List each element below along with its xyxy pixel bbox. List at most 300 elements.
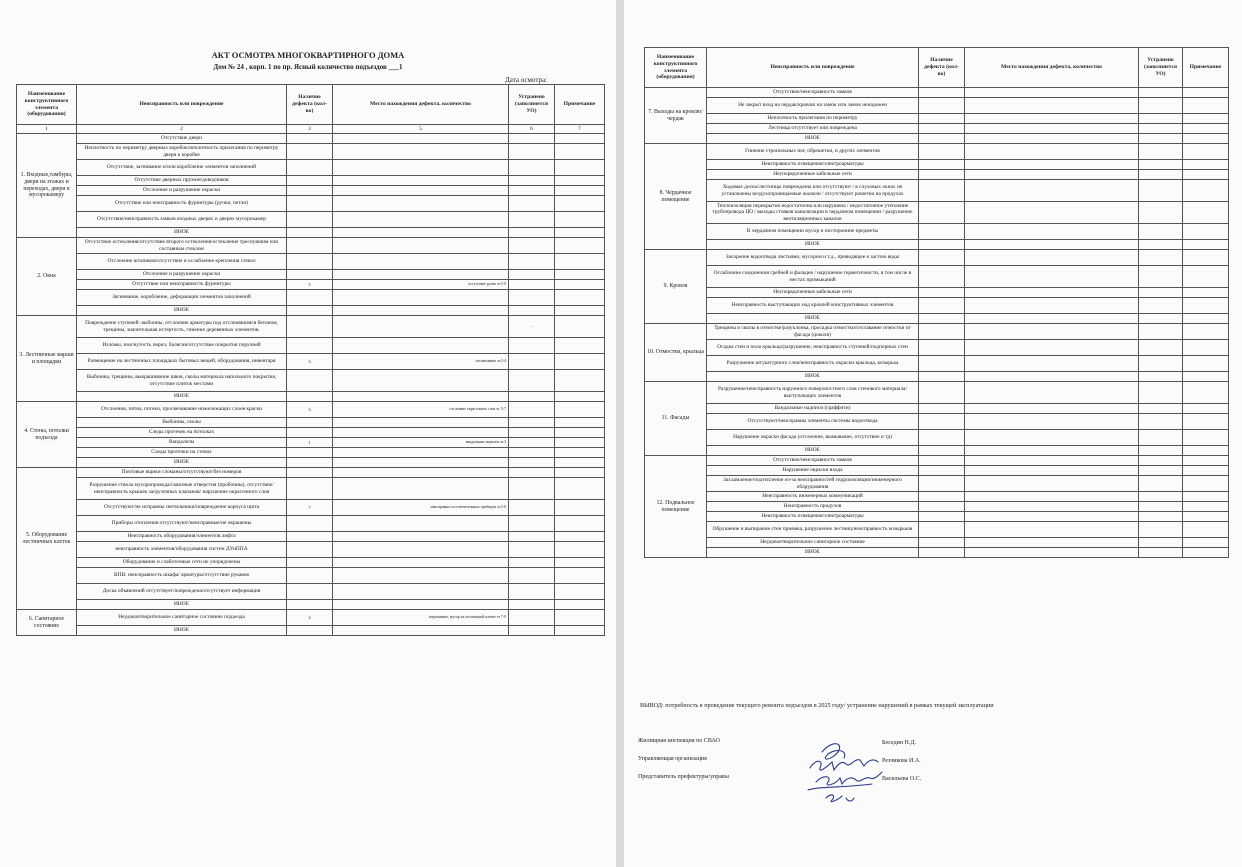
count-cell [287, 478, 333, 500]
location-cell [333, 290, 509, 306]
note-cell [555, 458, 605, 468]
location-cell [333, 516, 509, 532]
location-cell [333, 418, 509, 428]
defect-cell: Следы протечек на потолках [77, 428, 287, 438]
table-row [17, 354, 605, 370]
table-row [645, 522, 1229, 538]
table-row [645, 538, 1229, 548]
note-cell [1183, 466, 1229, 476]
defect-cell: Засорение водоотвода листьями, мусором и т.д., приводящее к застою воды [707, 250, 919, 266]
count-cell [919, 414, 965, 430]
fixed-cell [509, 270, 555, 280]
fixed-cell [1139, 324, 1183, 340]
note-cell [555, 500, 605, 516]
location-cell [965, 202, 1139, 224]
table-row [645, 548, 1229, 558]
count-cell [287, 626, 333, 636]
note-cell [555, 402, 605, 418]
count-cell [287, 306, 333, 316]
defect-cell: Изломы, изогнутость перил, балясин/отсутствие покрытия поручней [77, 338, 287, 354]
table-row [645, 288, 1229, 298]
location-cell: загрязнение, мусор на лестничной клетке эт 7-9 [333, 610, 509, 626]
defect-cell: Нарушение окраски входа [707, 466, 919, 476]
fixed-cell [1139, 414, 1183, 430]
element-name: 6. Санитарное состояние [17, 610, 77, 636]
count-cell [919, 314, 965, 324]
page-2 [624, 0, 1242, 867]
defect-cell: Разрушение штукатурного слоя/неисправность окраски крыльца, козырька [707, 356, 919, 372]
fixed-cell [509, 468, 555, 478]
defect-cell: Неупорядоченные кабельные сети [707, 170, 919, 180]
element-name: 12. Подвальное помещение [645, 456, 707, 558]
note-cell [555, 478, 605, 500]
element-name: 2. Окна [17, 238, 77, 316]
count-cell [919, 548, 965, 558]
header-fixed: Устранено (заполняется УО) [509, 85, 555, 125]
defect-cell: ИНОЕ [707, 240, 919, 250]
table-row [645, 382, 1229, 404]
table-row [645, 144, 1229, 160]
fixed-cell [509, 290, 555, 306]
location-cell [333, 270, 509, 280]
table-row [17, 228, 605, 238]
note-cell [1183, 144, 1229, 160]
fixed-cell [1139, 124, 1183, 134]
fixed-cell [1139, 466, 1183, 476]
count-cell [919, 430, 965, 446]
table-row [17, 186, 605, 196]
note-cell [1183, 382, 1229, 404]
table-row [645, 298, 1229, 314]
note-cell [1183, 314, 1229, 324]
count-cell [919, 492, 965, 502]
note-cell [1183, 356, 1229, 372]
fixed-cell [509, 212, 555, 228]
header-defect: Неисправность или повреждение [707, 48, 919, 88]
location-cell [333, 338, 509, 354]
location-cell [965, 98, 1139, 114]
location-cell [965, 144, 1139, 160]
location-cell [333, 532, 509, 542]
table-row [17, 532, 605, 542]
location-cell [965, 288, 1139, 298]
note-cell [1183, 240, 1229, 250]
count-cell [287, 428, 333, 438]
table-row [17, 176, 605, 186]
note-cell [555, 290, 605, 306]
note-cell [555, 144, 605, 160]
count-cell [287, 238, 333, 254]
table-row [17, 212, 605, 228]
note-cell [555, 254, 605, 270]
header-count: Наличие дефекта (кол-во) [287, 85, 333, 125]
note-cell [555, 428, 605, 438]
fixed-cell [509, 238, 555, 254]
header-location: Место нахождения дефекта, количество [965, 48, 1139, 88]
table-row [645, 512, 1229, 522]
defect-cell: В чердачном помещении мусор и посторонние предметы [707, 224, 919, 240]
header-element: Наименование конструктивного элемента (оборудования) [17, 85, 77, 125]
count-cell [919, 404, 965, 414]
fixed-cell [509, 338, 555, 354]
count-cell: 3 [287, 402, 333, 418]
header-location: Место нахождения дефекта, количество [333, 85, 509, 125]
defect-cell: Отсутствие остекления/отсутствие второго остекления/остекление треснувшим или составным стеклом [77, 238, 287, 254]
fixed-cell [509, 532, 555, 542]
column-number: 3 [287, 125, 333, 134]
defect-cell: Отслоение и разрушение окраски [77, 270, 287, 280]
table-row [17, 254, 605, 270]
inspection-date-label: Дата осмотра: [505, 76, 548, 84]
element-name: 9. Кровля [645, 250, 707, 324]
fixed-cell [1139, 298, 1183, 314]
note-cell [555, 212, 605, 228]
fixed-cell [1139, 88, 1183, 98]
table-row [645, 114, 1229, 124]
location-cell [965, 404, 1139, 414]
table-body-page-1 [17, 134, 605, 636]
fixed-cell [509, 568, 555, 584]
table-row [17, 316, 605, 338]
location-cell [333, 196, 509, 212]
location-cell [333, 600, 509, 610]
defect-cell: Приборы отопления отсутствуют/неисправные/не окрашены [77, 516, 287, 532]
table-row [17, 568, 605, 584]
table-row [17, 306, 605, 316]
note-cell [555, 610, 605, 626]
table-body-page-2 [645, 88, 1229, 558]
note-cell [555, 542, 605, 558]
location-cell [333, 306, 509, 316]
fixed-cell [1139, 202, 1183, 224]
defect-cell: Неисправность продухов [707, 502, 919, 512]
table-row [645, 430, 1229, 446]
location-cell [965, 240, 1139, 250]
defect-cell: Отсутствие/неисправность замков входных дверях и дверях мусорокамер [77, 212, 287, 228]
count-cell [287, 568, 333, 584]
fixed-cell [1139, 114, 1183, 124]
location-cell [333, 584, 509, 600]
column-number: 5 [333, 125, 509, 134]
defect-cell: Выбоины, сколы [77, 418, 287, 428]
defect-cell: Осадка стен и пола крыльца/разрушение, неисправность ступеней/подпорных стен [707, 340, 919, 356]
count-cell [287, 370, 333, 392]
column-number: 2 [77, 125, 287, 134]
fixed-cell [509, 254, 555, 270]
table-row [17, 610, 605, 626]
note-cell [1183, 250, 1229, 266]
location-cell [965, 414, 1139, 430]
count-cell [919, 170, 965, 180]
table-row [17, 500, 605, 516]
table-row [645, 340, 1229, 356]
table-row [645, 446, 1229, 456]
location-cell: неисправность осветительных приборов эт.2-8 [333, 500, 509, 516]
note-cell [1183, 170, 1229, 180]
defect-cell: Отсутствие или неисправность фурнитуры [77, 280, 287, 290]
fixed-cell [1139, 98, 1183, 114]
table-row [17, 558, 605, 568]
location-cell [965, 298, 1139, 314]
location-cell [965, 250, 1139, 266]
fixed-cell [509, 448, 555, 458]
count-cell [919, 240, 965, 250]
location-cell: отсутствие ручек эт.5-9 [333, 280, 509, 290]
location-cell [965, 502, 1139, 512]
table-row [17, 542, 605, 558]
location-cell [333, 160, 509, 176]
defect-cell: Лестница отсутствует или повреждена [707, 124, 919, 134]
note-cell [1183, 114, 1229, 124]
note-cell [555, 568, 605, 584]
count-cell [919, 466, 965, 476]
conclusion-text: ВЫВОД: потребность в проведение текущего ремонта подъездов в 2025 году/ устранение нарушений в рамках текущей эксплуатации [640, 702, 994, 709]
defect-cell: Следы протечки на стенах [77, 448, 287, 458]
table-row [645, 502, 1229, 512]
fixed-cell [1139, 134, 1183, 144]
element-name: 1. Входные,тамбуры, двери на этажах и переходах, двери в мусорокамеру [17, 134, 77, 238]
fixed-cell [509, 370, 555, 392]
count-cell [287, 532, 333, 542]
defect-cell: Неплотность по периметру дверных коробок/неплотность прилегания по периметру двери к коробке [77, 144, 287, 160]
note-cell [1183, 134, 1229, 144]
count-cell [919, 382, 965, 404]
defect-cell: Гниение стропильных ног, обрешетки, и других элементов [707, 144, 919, 160]
fixed-cell [509, 392, 555, 402]
count-cell [287, 290, 333, 306]
defect-cell: Почтовые ящики сломаны/отсутствуют/без номеров [77, 468, 287, 478]
table-row [17, 458, 605, 468]
count-cell [287, 516, 333, 532]
note-cell [1183, 98, 1229, 114]
count-cell [919, 298, 965, 314]
defect-cell: ИНОЕ [77, 306, 287, 316]
table-row [645, 250, 1229, 266]
fixed-cell [1139, 522, 1183, 538]
defect-cell: Вандализм [77, 438, 287, 448]
count-cell [287, 270, 333, 280]
fixed-cell [1139, 160, 1183, 170]
fixed-cell [509, 418, 555, 428]
count-cell [287, 228, 333, 238]
table-row [645, 466, 1229, 476]
count-cell [287, 448, 333, 458]
fixed-cell [1139, 314, 1183, 324]
fixed-cell [1139, 476, 1183, 492]
defect-cell: Неисправность инженерных коммуникаций [707, 492, 919, 502]
fixed-cell [1139, 502, 1183, 512]
location-cell [333, 176, 509, 186]
note-cell [555, 532, 605, 542]
fixed-cell [1139, 170, 1183, 180]
defect-cell: Обрушение и выпирание стен приямка, разрушение лестниц/неисправность козырьков [707, 522, 919, 538]
element-name: 3. Лестничные марши и площадки [17, 316, 77, 402]
defect-cell: Отсутствие, загнивание и/или коробление элементов заполнений [77, 160, 287, 176]
fixed-cell [509, 354, 555, 370]
column-number: 1 [17, 125, 77, 134]
count-cell [287, 584, 333, 600]
location-cell [333, 392, 509, 402]
table-row [17, 600, 605, 610]
location-cell [965, 538, 1139, 548]
defect-cell: Разрушение ствола мусоропровода/сквозные отверстия (пробоины), отсутствие/неисправность крышек загрузочных клапанов/ нарушение окрасочного слоя [77, 478, 287, 500]
location-cell [965, 492, 1139, 502]
note-cell [1183, 180, 1229, 202]
signatory-org: Жилищная инспекция по СВАО [638, 738, 720, 744]
defect-cell: Отслоение штапиков/отсутствие и ослабление крепления стекол [77, 254, 287, 270]
count-cell [919, 180, 965, 202]
fixed-cell [1139, 372, 1183, 382]
element-name: 10. Отмостки, крыльца [645, 324, 707, 382]
location-cell [333, 254, 509, 270]
defect-cell: Неисправность выступающих над кровлей конструктивных элементов [707, 298, 919, 314]
location-cell [333, 186, 509, 196]
count-cell [287, 176, 333, 186]
fixed-cell [509, 438, 555, 448]
count-cell [919, 476, 965, 492]
defect-cell: Выбоины, трещины, выкрашивание швов, сколы материала напольного покрытия, отсутствие плиток местами [77, 370, 287, 392]
defect-cell: ВПВ: неисправность шкафа/ арматуры/отсутствие рукавов [77, 568, 287, 584]
note-cell [555, 626, 605, 636]
defect-cell: Теплоизоляция перекрытия недостаточна или нарушена / недостаточное утепление трубопровода ЦО / выходы стояков канализации в чердачном помещении / разрушение вентиляционных каналов [707, 202, 919, 224]
note-cell [1183, 324, 1229, 340]
table-row [645, 266, 1229, 288]
signatory-name: Васильева О.С. [882, 776, 922, 782]
fixed-cell [509, 280, 555, 290]
location-cell [965, 160, 1139, 170]
count-cell [287, 600, 333, 610]
header-count: Наличие дефекта (кол-во) [919, 48, 965, 88]
column-number: 7 [555, 125, 605, 134]
page-1 [0, 0, 616, 867]
fixed-cell [1139, 340, 1183, 356]
count-cell: 2 [287, 610, 333, 626]
note-cell [555, 196, 605, 212]
fixed-cell [509, 134, 555, 144]
defect-cell: Повреждение ступеней: выбоины, отслоение арматуры под отслоившимся бетоном, трещины, значительная истертость, гниение деревянных элементов. [77, 316, 287, 338]
note-cell [1183, 202, 1229, 224]
location-cell [333, 448, 509, 458]
fixed-cell [1139, 356, 1183, 372]
defect-cell: Вандальные надписи (граффити) [707, 404, 919, 414]
note-cell [555, 280, 605, 290]
count-cell [287, 338, 333, 354]
note-cell [555, 370, 605, 392]
defect-cell: Ходовые доски/лестницы повреждены или отсутствуют / в слуховых окнах не установлены воздухопроницаемые жалюзи / отсутствуют решетки на продухах [707, 180, 919, 202]
note-cell [555, 134, 605, 144]
table-row [17, 238, 605, 254]
fixed-cell [1139, 430, 1183, 446]
location-cell [333, 478, 509, 500]
count-cell [919, 356, 965, 372]
defect-cell: неисправность элементов/оборудования систем ДУиППА [77, 542, 287, 558]
fixed-cell [509, 176, 555, 186]
note-cell [555, 306, 605, 316]
defect-cell: Отслоение и разрушение окраски [77, 186, 287, 196]
count-cell [919, 372, 965, 382]
fixed-cell [509, 500, 555, 516]
defect-cell: ИНОЕ [707, 446, 919, 456]
count-cell [919, 98, 965, 114]
table-row [17, 438, 605, 448]
location-cell [333, 228, 509, 238]
location-cell [965, 88, 1139, 98]
defect-cell: ИНОЕ [77, 458, 287, 468]
count-cell [287, 418, 333, 428]
location-cell [333, 316, 509, 338]
count-cell [919, 134, 965, 144]
table-row [17, 280, 605, 290]
fixed-cell [509, 558, 555, 568]
defect-cell: Неисправность оборудования/элементов лифта [77, 532, 287, 542]
table-row [645, 124, 1229, 134]
handwritten-signatures [802, 738, 887, 810]
note-cell [1183, 512, 1229, 522]
defect-cell: ИНОЕ [707, 134, 919, 144]
header-fixed: Устранено (заполняется УО) [1139, 48, 1183, 88]
note-cell [555, 468, 605, 478]
fixed-cell [1139, 144, 1183, 160]
note-cell [555, 160, 605, 176]
fixed-cell [509, 516, 555, 532]
location-cell: вандальные надписи эт.3 [333, 438, 509, 448]
count-cell [919, 502, 965, 512]
location-cell [965, 522, 1139, 538]
signatory-org: Управляющая организация [638, 756, 707, 762]
fixed-cell [509, 306, 555, 316]
count-cell [287, 542, 333, 558]
location-cell: отслоение окрасочного слоя эт. 5-7 [333, 402, 509, 418]
table-row [645, 134, 1229, 144]
table-row [17, 468, 605, 478]
defect-cell: Неплотность прилегания по периметру [707, 114, 919, 124]
fixed-cell: - [509, 316, 555, 338]
count-cell [919, 522, 965, 538]
location-cell [333, 568, 509, 584]
table-row [17, 392, 605, 402]
location-cell [965, 456, 1139, 466]
header-element: Наименование конструктивного элемента (оборудования) [645, 48, 707, 88]
note-cell [1183, 522, 1229, 538]
table-row [645, 372, 1229, 382]
location-cell [965, 476, 1139, 492]
count-cell: 7 [287, 500, 333, 516]
location-cell [333, 212, 509, 228]
table-row [17, 370, 605, 392]
note-cell [555, 338, 605, 354]
defect-cell: Отсутствие/неисправность замков [707, 88, 919, 98]
defect-cell: Отсутствие/неисправность замков [707, 456, 919, 466]
fixed-cell [509, 458, 555, 468]
table-row [17, 428, 605, 438]
count-cell [287, 134, 333, 144]
table-row [645, 456, 1229, 466]
element-name: 7. Выходы на кровлю/чердак [645, 88, 707, 144]
count-cell [919, 266, 965, 288]
signatory-org: Представитель префектуры/управы [638, 774, 729, 780]
table-row [645, 98, 1229, 114]
note-cell [1183, 414, 1229, 430]
note-cell [555, 186, 605, 196]
table-row [645, 240, 1229, 250]
count-cell [919, 340, 965, 356]
note-cell [1183, 340, 1229, 356]
fixed-cell [509, 228, 555, 238]
location-cell [965, 170, 1139, 180]
fixed-cell [509, 428, 555, 438]
table-row [645, 476, 1229, 492]
fixed-cell [1139, 266, 1183, 288]
